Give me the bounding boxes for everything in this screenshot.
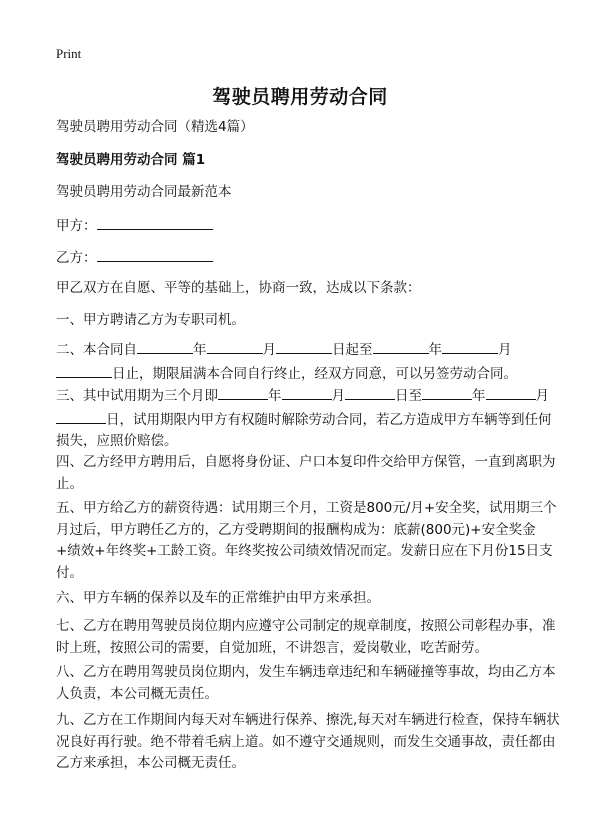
clause-2-text: 年 [428, 342, 442, 358]
clause-3-text: 日至 [395, 388, 422, 404]
blank-field [422, 384, 472, 400]
blank-field [56, 362, 112, 378]
clause-2-text: 日止，期限届满本合同自行终止，经双方同意，可以另签劳动合同。 [112, 365, 517, 382]
party-a-line [56, 214, 560, 238]
blank-field [218, 384, 268, 400]
clause-3 [56, 384, 560, 453]
document-title: 驾驶员聘用劳动合同 [212, 86, 388, 108]
clause-3-text: 月 [535, 388, 549, 404]
clause-3-text: 日，试用期限内甲方有权随时解除劳动合同，若乙方造成甲方车辆等到任何损失，应照价赔偿。 [56, 411, 552, 449]
blank-field [276, 338, 332, 354]
clause-4: 四、乙方经甲方聘用后，自愿将身份证、户口本复印件交给甲方保管，一直到离职为止。 [56, 454, 556, 492]
print-link[interactable]: Print [56, 46, 82, 61]
blank-field [373, 338, 429, 354]
clause-5: 五、甲方给乙方的薪资待遇：试用期三个月，工资是800元/月+安全奖，试用期三个月过后，甲方聘任乙方的，乙方受聘期间的报酬构成为：底薪(800元)+安全奖金+绩效+年终奖+工龄工资。年终奖按公司绩效情况而定。发薪日应在下月份15日支付。 [56, 500, 557, 581]
blank-field [56, 408, 106, 424]
blank-field [207, 338, 263, 354]
clause-3-text: 月 [331, 388, 345, 404]
clause-2-text: 日起至 [332, 342, 373, 358]
blank-field [345, 384, 395, 400]
party-b-label: 乙方： [56, 250, 97, 266]
section-heading: 驾驶员聘用劳动合同 篇1 [56, 152, 206, 168]
clause-6: 六、甲方车辆的保养以及车的正常维护由甲方来承担。 [56, 590, 380, 606]
party-b-line [56, 246, 560, 270]
clause-8: 八、乙方在聘用驾驶员岗位期内，发生车辆违章违纪和车辆碰撞等事故，均由乙方本人负责，本公司概无责任。 [56, 664, 556, 702]
intro-paragraph: 甲乙双方在自愿、平等的基础上，协商一致，达成以下条款： [56, 280, 421, 296]
blank-field [442, 338, 498, 354]
document-subtitle: 驾驶员聘用劳动合同（精选4篇） [56, 119, 254, 135]
clause-9: 九、乙方在工作期间内每天对车辆进行保养、擦洗,每天对车辆进行检查，保持车辆状况良好再行驶。绝不带着毛病上道。如不遵守交通规则，而发生交通事故，责任都由乙方来承担，本公司概无责任。 [56, 712, 560, 771]
clause-1: 一、甲方聘请乙方为专职司机。 [56, 312, 245, 328]
clause-2-text: 月 [262, 342, 276, 358]
clause-2-text: 月 [498, 342, 512, 358]
party-b-blank [97, 246, 213, 262]
blank-field [282, 384, 332, 400]
clause-2-text: 二、本合同自 [56, 342, 137, 358]
clause-2 [56, 338, 560, 385]
clause-2-text: 年 [193, 342, 207, 358]
clause-3-text: 三、其中试用期为三个月即 [56, 388, 218, 404]
party-a-blank [97, 214, 213, 230]
blank-field [137, 338, 193, 354]
clause-7: 七、乙方在聘用驾驶员岗位期内应遵守公司制定的规章制度，按照公司彰程办事，准时上班，按照公司的需要，自觉加班，不讲怨言，爱岗敬业，吃苦耐劳。 [56, 618, 556, 656]
blank-field [486, 384, 536, 400]
clause-3-text: 年 [268, 388, 282, 404]
clause-3-text: 年 [472, 388, 486, 404]
party-a-label: 甲方： [56, 218, 97, 234]
template-label: 驾驶员聘用劳动合同最新范本 [56, 184, 232, 200]
